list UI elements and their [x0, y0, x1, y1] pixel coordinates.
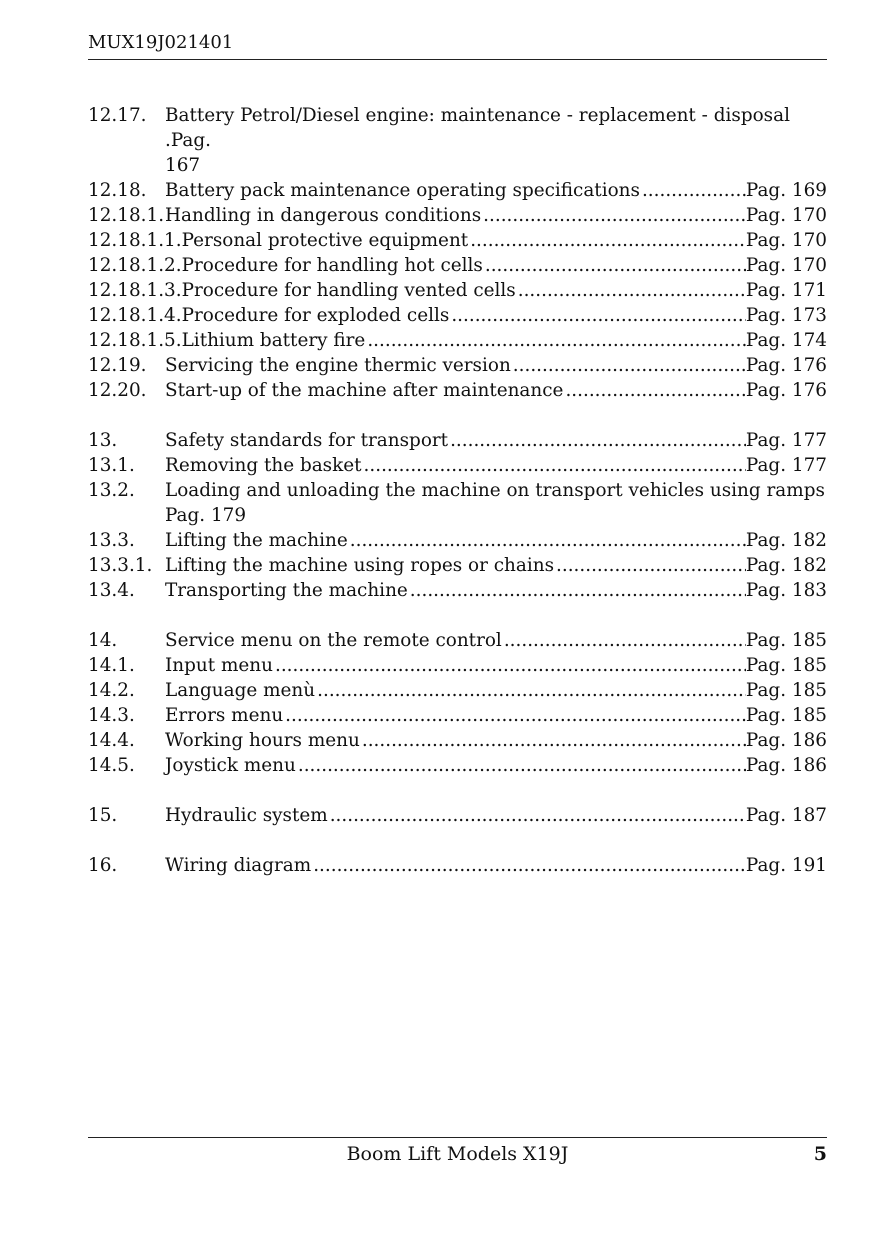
- toc-entry-page: Pag. 182: [745, 530, 827, 551]
- toc-entry-12-18-1-1[interactable]: [88, 228, 827, 253]
- toc-group-12: [88, 103, 827, 403]
- toc-entry-12-18-1-4[interactable]: [88, 303, 827, 328]
- toc-entry-12-17[interactable]: [88, 103, 827, 178]
- toc-entry-title: Joystick menu: [165, 755, 296, 776]
- toc-entry-number: 14.3.: [88, 705, 135, 726]
- toc-entry-title: Loading and unloading the machine on transport vehicles using ramps: [165, 480, 825, 501]
- toc-entry-title: Lifting the machine: [165, 530, 348, 551]
- toc-entry-number: 14.5.: [88, 755, 135, 776]
- toc-leader-dots: [362, 728, 746, 753]
- toc-entry-number: 16.: [88, 855, 118, 876]
- toc-entry-title: Removing the basket: [165, 455, 362, 476]
- toc-leader-dots: [451, 303, 746, 328]
- toc-group-15: [88, 803, 827, 828]
- toc-entry-14-5[interactable]: [88, 753, 827, 778]
- toc-entry-number: 14.1.: [88, 655, 135, 676]
- toc-entry-13-3[interactable]: [88, 528, 827, 553]
- toc-leader-dots: [504, 628, 746, 653]
- toc-entry-title: Handling in dangerous conditions: [165, 205, 482, 226]
- toc-entry-12-20[interactable]: [88, 378, 827, 403]
- toc-entry-title: Service menu on the remote control: [165, 630, 502, 651]
- toc-entry-title: Battery pack maintenance operating specifications: [165, 180, 640, 201]
- toc-entry-number: 13.3.: [88, 530, 135, 551]
- toc-entry-title: Language menù: [165, 680, 316, 701]
- toc-leader-dots: [513, 353, 746, 378]
- toc-entry-number: 13.: [88, 430, 118, 451]
- toc-group-14: [88, 628, 827, 778]
- toc-leader-dots: [556, 553, 746, 578]
- toc-entry-14-4[interactable]: [88, 728, 827, 753]
- toc-entry-page: Pag. 179: [165, 505, 247, 526]
- toc-entry-14-1[interactable]: [88, 653, 827, 678]
- toc-entry-page: Pag. 171: [745, 280, 827, 301]
- toc-entry-title: Start-up of the machine after maintenance: [165, 380, 564, 401]
- toc-entry-number: 12.18.1.1.: [88, 230, 182, 251]
- toc-entry-number: 14.2.: [88, 680, 135, 701]
- toc-entry-page: Pag. 173: [745, 305, 827, 326]
- toc-entry-number: 14.4.: [88, 730, 135, 751]
- toc-entry-title: Servicing the engine thermic version: [165, 355, 511, 376]
- toc-entry-title-block: [165, 478, 827, 528]
- toc-leader-dots: [285, 703, 746, 728]
- toc-entry-number: 13.1.: [88, 455, 135, 476]
- toc-leader-dots: [275, 653, 746, 678]
- toc-leader-dots: [450, 428, 746, 453]
- toc-entry-12-19[interactable]: [88, 353, 827, 378]
- toc-leader-dots: [483, 203, 746, 228]
- toc-entry-12-18-1-5[interactable]: [88, 328, 827, 353]
- toc-entry-title: Procedure for handling vented cells: [181, 280, 516, 301]
- footer-divider: [88, 1137, 827, 1138]
- toc-entry-12-18-1-3[interactable]: [88, 278, 827, 303]
- toc-leader-dots: [313, 853, 746, 878]
- toc-leader-dots: [565, 378, 745, 403]
- toc-entry-title: Procedure for exploded cells: [181, 305, 450, 326]
- toc-entry-number: 12.17.: [88, 105, 147, 126]
- toc-leader-dots: [317, 678, 746, 703]
- toc-entry-number: 12.18.: [88, 180, 147, 201]
- document-code: MUX19J021401: [88, 32, 234, 53]
- toc-entry-14[interactable]: [88, 628, 827, 653]
- toc-entry-13[interactable]: [88, 428, 827, 453]
- toc-entry-page: Pag. 183: [745, 580, 827, 601]
- toc-entry-title: Transporting the machine: [165, 580, 408, 601]
- toc-leader-dots: [350, 528, 746, 553]
- toc-entry-page: 167: [165, 155, 201, 176]
- toc-entry-page: Pag. 170: [745, 230, 827, 251]
- toc-entry-title: Procedure for handling hot cells: [181, 255, 483, 276]
- toc-leader-dots: [470, 228, 746, 253]
- toc-entry-number: 12.18.1.2.: [88, 255, 182, 276]
- toc-entry-page: Pag. 177: [745, 430, 827, 451]
- toc-entry-number: 12.18.1.4.: [88, 305, 182, 326]
- toc-entry-title: Wiring diagram: [165, 855, 312, 876]
- toc-entry-title: Working hours menu: [165, 730, 360, 751]
- footer-page-number: 5: [813, 1143, 827, 1165]
- toc-entry-number: 12.18.1.3.: [88, 280, 182, 301]
- toc-entry-12-18-1[interactable]: [88, 203, 827, 228]
- toc-entry-number: 13.3.1.: [88, 555, 153, 576]
- toc-leader-dots: [367, 328, 746, 353]
- toc-entry-page: Pag. 185: [745, 705, 827, 726]
- toc-entry-13-1[interactable]: [88, 453, 827, 478]
- toc-entry-number: 14.: [88, 630, 118, 651]
- toc-entry-page: Pag. 170: [745, 255, 827, 276]
- toc-entry-number: 13.2.: [88, 480, 135, 501]
- toc-entry-page: Pag. 169: [745, 180, 827, 201]
- toc-entry-number: 12.18.1.: [88, 205, 165, 226]
- toc-entry-12-18-1-2[interactable]: [88, 253, 827, 278]
- toc-entry-page: Pag. 185: [745, 630, 827, 651]
- toc-entry-page: Pag. 177: [745, 455, 827, 476]
- toc-leader-dots: [298, 753, 746, 778]
- toc-leader-dots: [485, 253, 746, 278]
- toc-entry-title: Personal protective equipment: [181, 230, 469, 251]
- toc-leader-dots: [410, 578, 746, 603]
- toc-entry-16[interactable]: [88, 853, 827, 878]
- toc-entry-title: Input menu: [165, 655, 273, 676]
- toc-entry-14-3[interactable]: [88, 703, 827, 728]
- toc-group-16: [88, 853, 827, 878]
- toc-entry-13-3-1[interactable]: [88, 553, 827, 578]
- toc-entry-title-block: [165, 103, 827, 178]
- toc-leader-dots: [364, 453, 746, 478]
- toc-group-13: [88, 428, 827, 603]
- toc-entry-number: 13.4.: [88, 580, 135, 601]
- toc-leader-dots: [518, 278, 746, 303]
- toc-entry-page: Pag. 182: [745, 555, 827, 576]
- toc-entry-page: Pag. 170: [745, 205, 827, 226]
- toc-entry-page: Pag. 176: [745, 355, 827, 376]
- toc-entry-title: Safety standards for transport: [165, 430, 449, 451]
- toc-entry-15[interactable]: [88, 803, 827, 828]
- toc-entry-14-2[interactable]: [88, 678, 827, 703]
- table-of-contents: [88, 103, 827, 903]
- toc-entry-page: Pag. 185: [745, 655, 827, 676]
- toc-leader-dots: [330, 803, 746, 828]
- toc-entry-title: Hydraulic system: [165, 805, 328, 826]
- toc-entry-page: Pag. 186: [745, 730, 827, 751]
- page-header: [88, 30, 827, 60]
- toc-entry-page: Pag. 186: [745, 755, 827, 776]
- footer-document-title: Boom Lift Models X19J: [346, 1143, 569, 1165]
- toc-entry-title: Battery Petrol/Diesel engine: maintenance - replacement - disposal .Pag.: [165, 105, 790, 151]
- toc-entry-number: 12.18.1.5.: [88, 330, 182, 351]
- toc-entry-title: Lifting the machine using ropes or chains: [165, 555, 555, 576]
- toc-entry-page: Pag. 174: [745, 330, 827, 351]
- toc-entry-number: 12.19.: [88, 355, 147, 376]
- toc-entry-title: Lithium battery fire: [181, 330, 366, 351]
- toc-entry-page: Pag. 187: [745, 805, 827, 826]
- toc-entry-number: 12.20.: [88, 380, 147, 401]
- toc-entry-13-2[interactable]: [88, 478, 827, 528]
- toc-entry-title: Errors menu: [165, 705, 284, 726]
- toc-entry-page: Pag. 176: [745, 380, 827, 401]
- toc-leader-dots: [642, 178, 746, 203]
- toc-entry-page: Pag. 185: [745, 680, 827, 701]
- toc-entry-13-4[interactable]: [88, 578, 827, 603]
- toc-entry-page: Pag. 191: [745, 855, 827, 876]
- toc-entry-12-18[interactable]: [88, 178, 827, 203]
- toc-entry-number: 15.: [88, 805, 118, 826]
